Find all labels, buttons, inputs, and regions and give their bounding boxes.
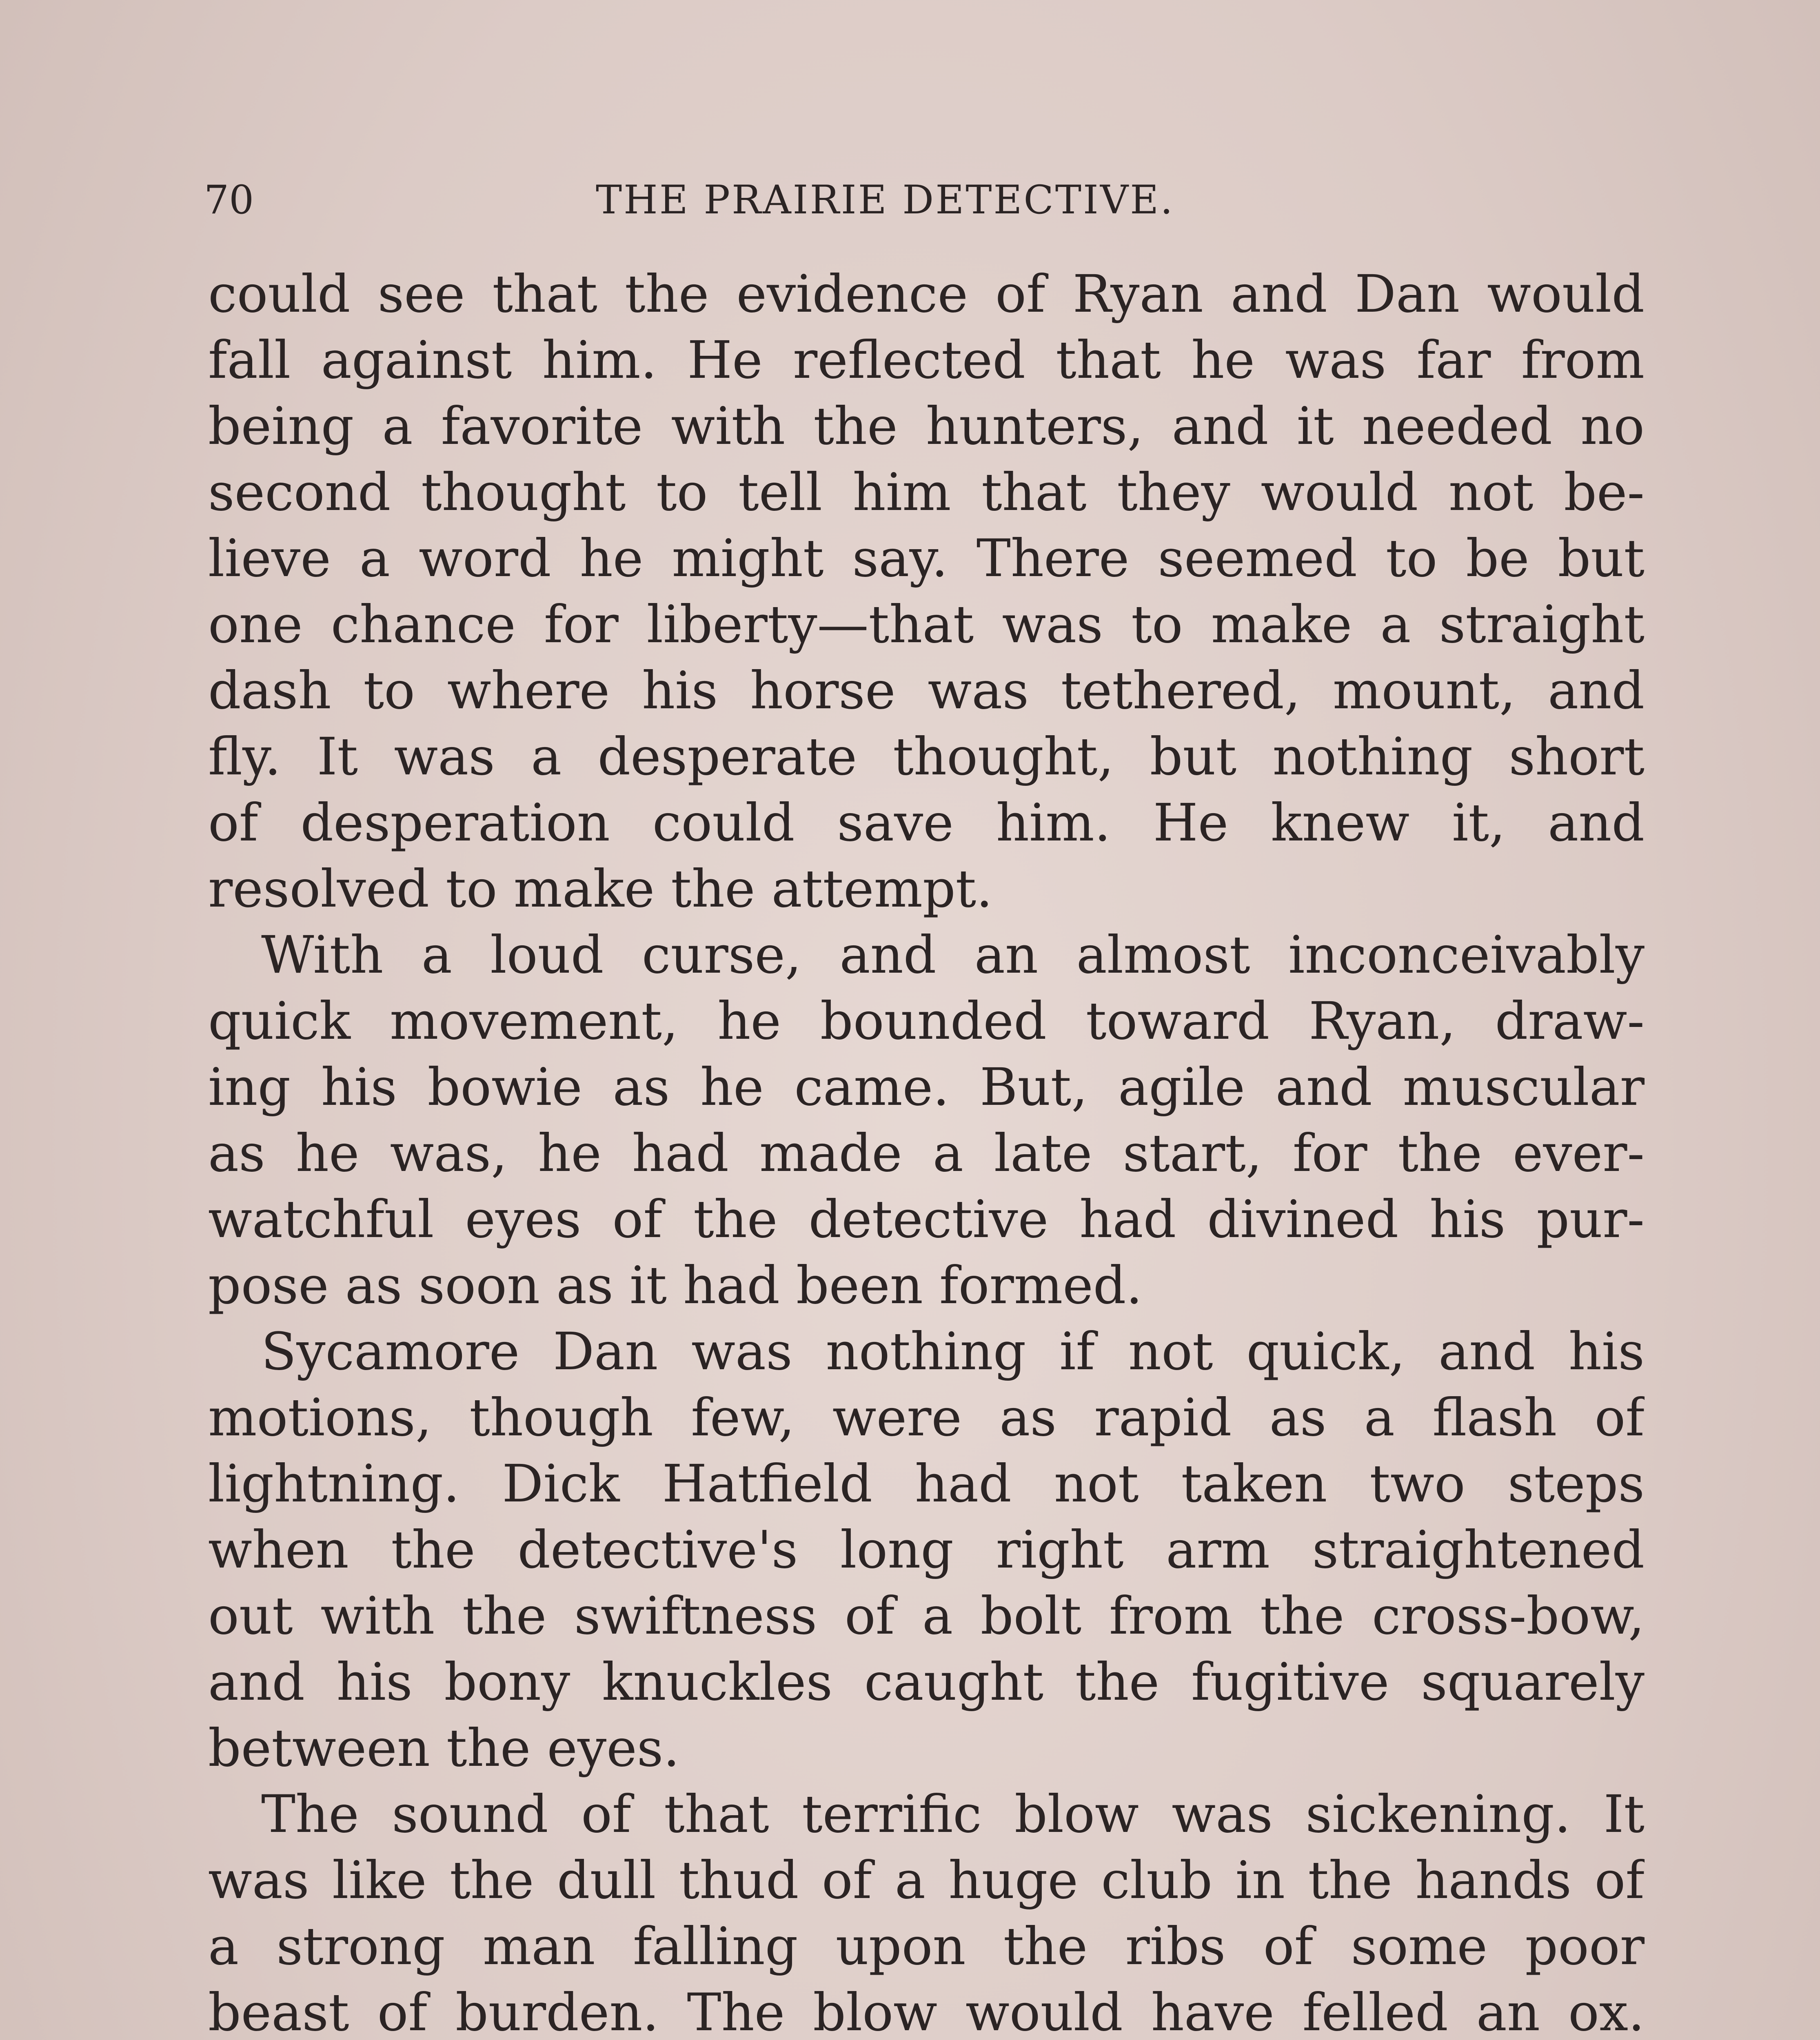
text-line: dash to where his horse was tethered, mount, and (208, 661, 1645, 721)
text-line: pose as soon as it had been formed. (208, 1255, 1143, 1315)
text-line: one chance for liberty—that was to make a straight (208, 594, 1645, 654)
paragraph-4 (208, 1781, 1645, 2040)
paragraph-2 (208, 922, 1645, 1319)
page-number: 70 (204, 177, 254, 223)
paragraph-1 (208, 261, 1645, 922)
text-line: between the eyes. (208, 1718, 680, 1778)
text-line: and his bony knuckles caught the fugitive squarely (208, 1652, 1645, 1712)
running-head (204, 171, 1657, 228)
text-line: as he was, he had made a late start, for the ever- (208, 1123, 1645, 1183)
text-line: lieve a word he might say. There seemed to be but (208, 528, 1645, 588)
paragraph-3 (208, 1319, 1645, 1781)
text-line: ing his bowie as he came. But, agile and muscular (208, 1057, 1645, 1117)
text-line: Sycamore Dan was nothing if not quick, and his (261, 1322, 1645, 1381)
text-line: of desperation could save him. He knew it, and (208, 793, 1645, 853)
running-title: THE PRAIRIE DETECTIVE. (596, 177, 1174, 223)
text-line: watchful eyes of the detective had divined his pur- (208, 1189, 1645, 1249)
text-line: being a favorite with the hunters, and it needed no (208, 396, 1645, 456)
text-line: fall against him. He reflected that he was far from (208, 330, 1645, 390)
text-line: resolved to make the attempt. (208, 859, 993, 919)
text-line: when the detective's long right arm straightened (208, 1520, 1645, 1580)
text-line: beast of burden. The blow would have felled an ox. (208, 1982, 1645, 2040)
text-line: second thought to tell him that they would not be- (208, 462, 1645, 522)
text-line: fly. It was a desperate thought, but nothing short (208, 727, 1645, 787)
body-text (208, 261, 1645, 2040)
text-line: could see that the evidence of Ryan and Dan would (208, 264, 1645, 324)
text-line: out with the swiftness of a bolt from the cross-bow, (208, 1586, 1645, 1646)
text-line: motions, though few, were as rapid as a flash of (208, 1388, 1645, 1448)
text-line: a strong man falling upon the ribs of some poor (208, 1916, 1645, 1976)
text-line: was like the dull thud of a huge club in the hands of (208, 1850, 1645, 1910)
text-line: The sound of that terrific blow was sickening. It (261, 1784, 1645, 1844)
text-line: lightning. Dick Hatfield had not taken two steps (208, 1454, 1645, 1514)
text-line: With a loud curse, and an almost inconceivably (261, 925, 1645, 985)
text-line: quick movement, he bounded toward Ryan, draw- (208, 991, 1645, 1051)
